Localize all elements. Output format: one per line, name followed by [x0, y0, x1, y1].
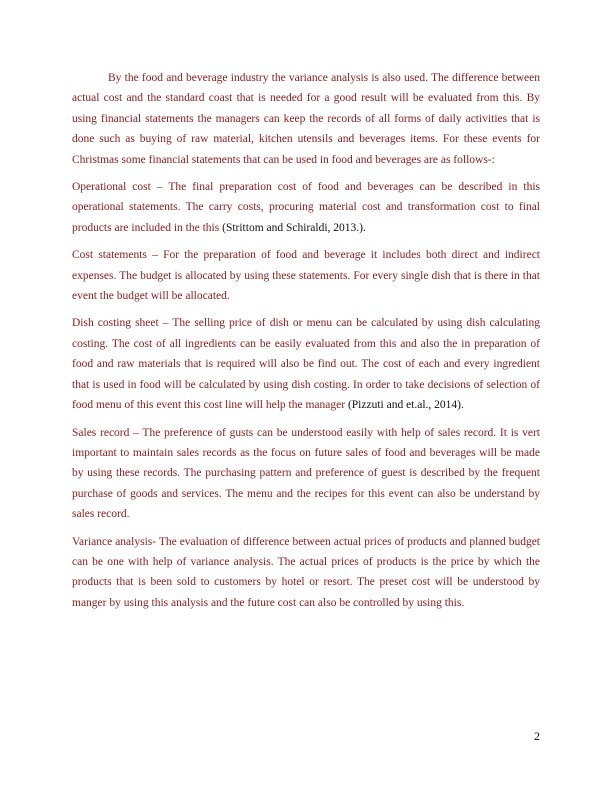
- variance-analysis-paragraph: [72, 532, 540, 614]
- dish-costing-paragraph: [72, 313, 540, 415]
- operational-cost-text: Operational cost – The final preparation cost of food and beverages can be described in this operational statements. The carry costs, procuring material cost and transformation cost to final products are included in the this: [72, 181, 540, 234]
- dish-costing-text: Dish costing sheet – The selling price of dish or menu can be calculated by using dish calculating costing. The cost of all ingredients can be easily evaluated from this and also the in preparation of food and raw materials that is required will also be find out. The cost of each and every ingredient that is used in food will be calculated by using dish costing. In order to take decisions of selection of food menu of this event this cost line will help the manager: [72, 317, 540, 412]
- citation-strittom: (Strittom and Schiraldi, 2013.).: [222, 221, 366, 234]
- intro-paragraph-text: By the food and beverage industry the variance analysis is also used. The difference between actual cost and the standard coast that is needed for a good result will be evaluated from this. By using financial statements the managers can keep the records of all forms of daily activities that is done such as buying of raw material, kitchen utensils and beverages items. For these events for Christmas some financial statements that can be used in food and beverages are as follows-:: [72, 72, 540, 166]
- cost-statements-text: Cost statements – For the preparation of food and beverage it includes both direct and indirect expenses. The budget is allocated by using these statements. For every single dish that is there in that event the budget will be allocated.: [72, 249, 540, 303]
- citation-pizzuti: (Pizzuti and et.al., 2014).: [347, 399, 464, 412]
- sales-record-paragraph: [72, 423, 540, 525]
- page-number: 2: [534, 729, 540, 743]
- cost-statements-paragraph: [72, 245, 540, 306]
- intro-paragraph: [72, 68, 540, 170]
- sales-record-text: Sales record – The preference of gusts can be understood easily with help of sales record. It is vert important to maintain sales records as the focus on future sales of food and beverages will be made by using these records. The purchasing pattern and preference of guest is described by the frequent purchase of goods and services. The menu and the recipes for this event can also be understand by sales record.: [72, 426, 540, 521]
- document-page: [72, 68, 540, 620]
- variance-analysis-text: Variance analysis- The evaluation of difference between actual prices of products and planned budget can be one with help of variance analysis. The actual prices of products is the price by which the products that is been sold to customers by hotel or resort. The preset cost will be understood by manger by using this analysis and the future cost can also be controlled by using this.: [72, 535, 540, 609]
- operational-cost-paragraph: [72, 177, 540, 238]
